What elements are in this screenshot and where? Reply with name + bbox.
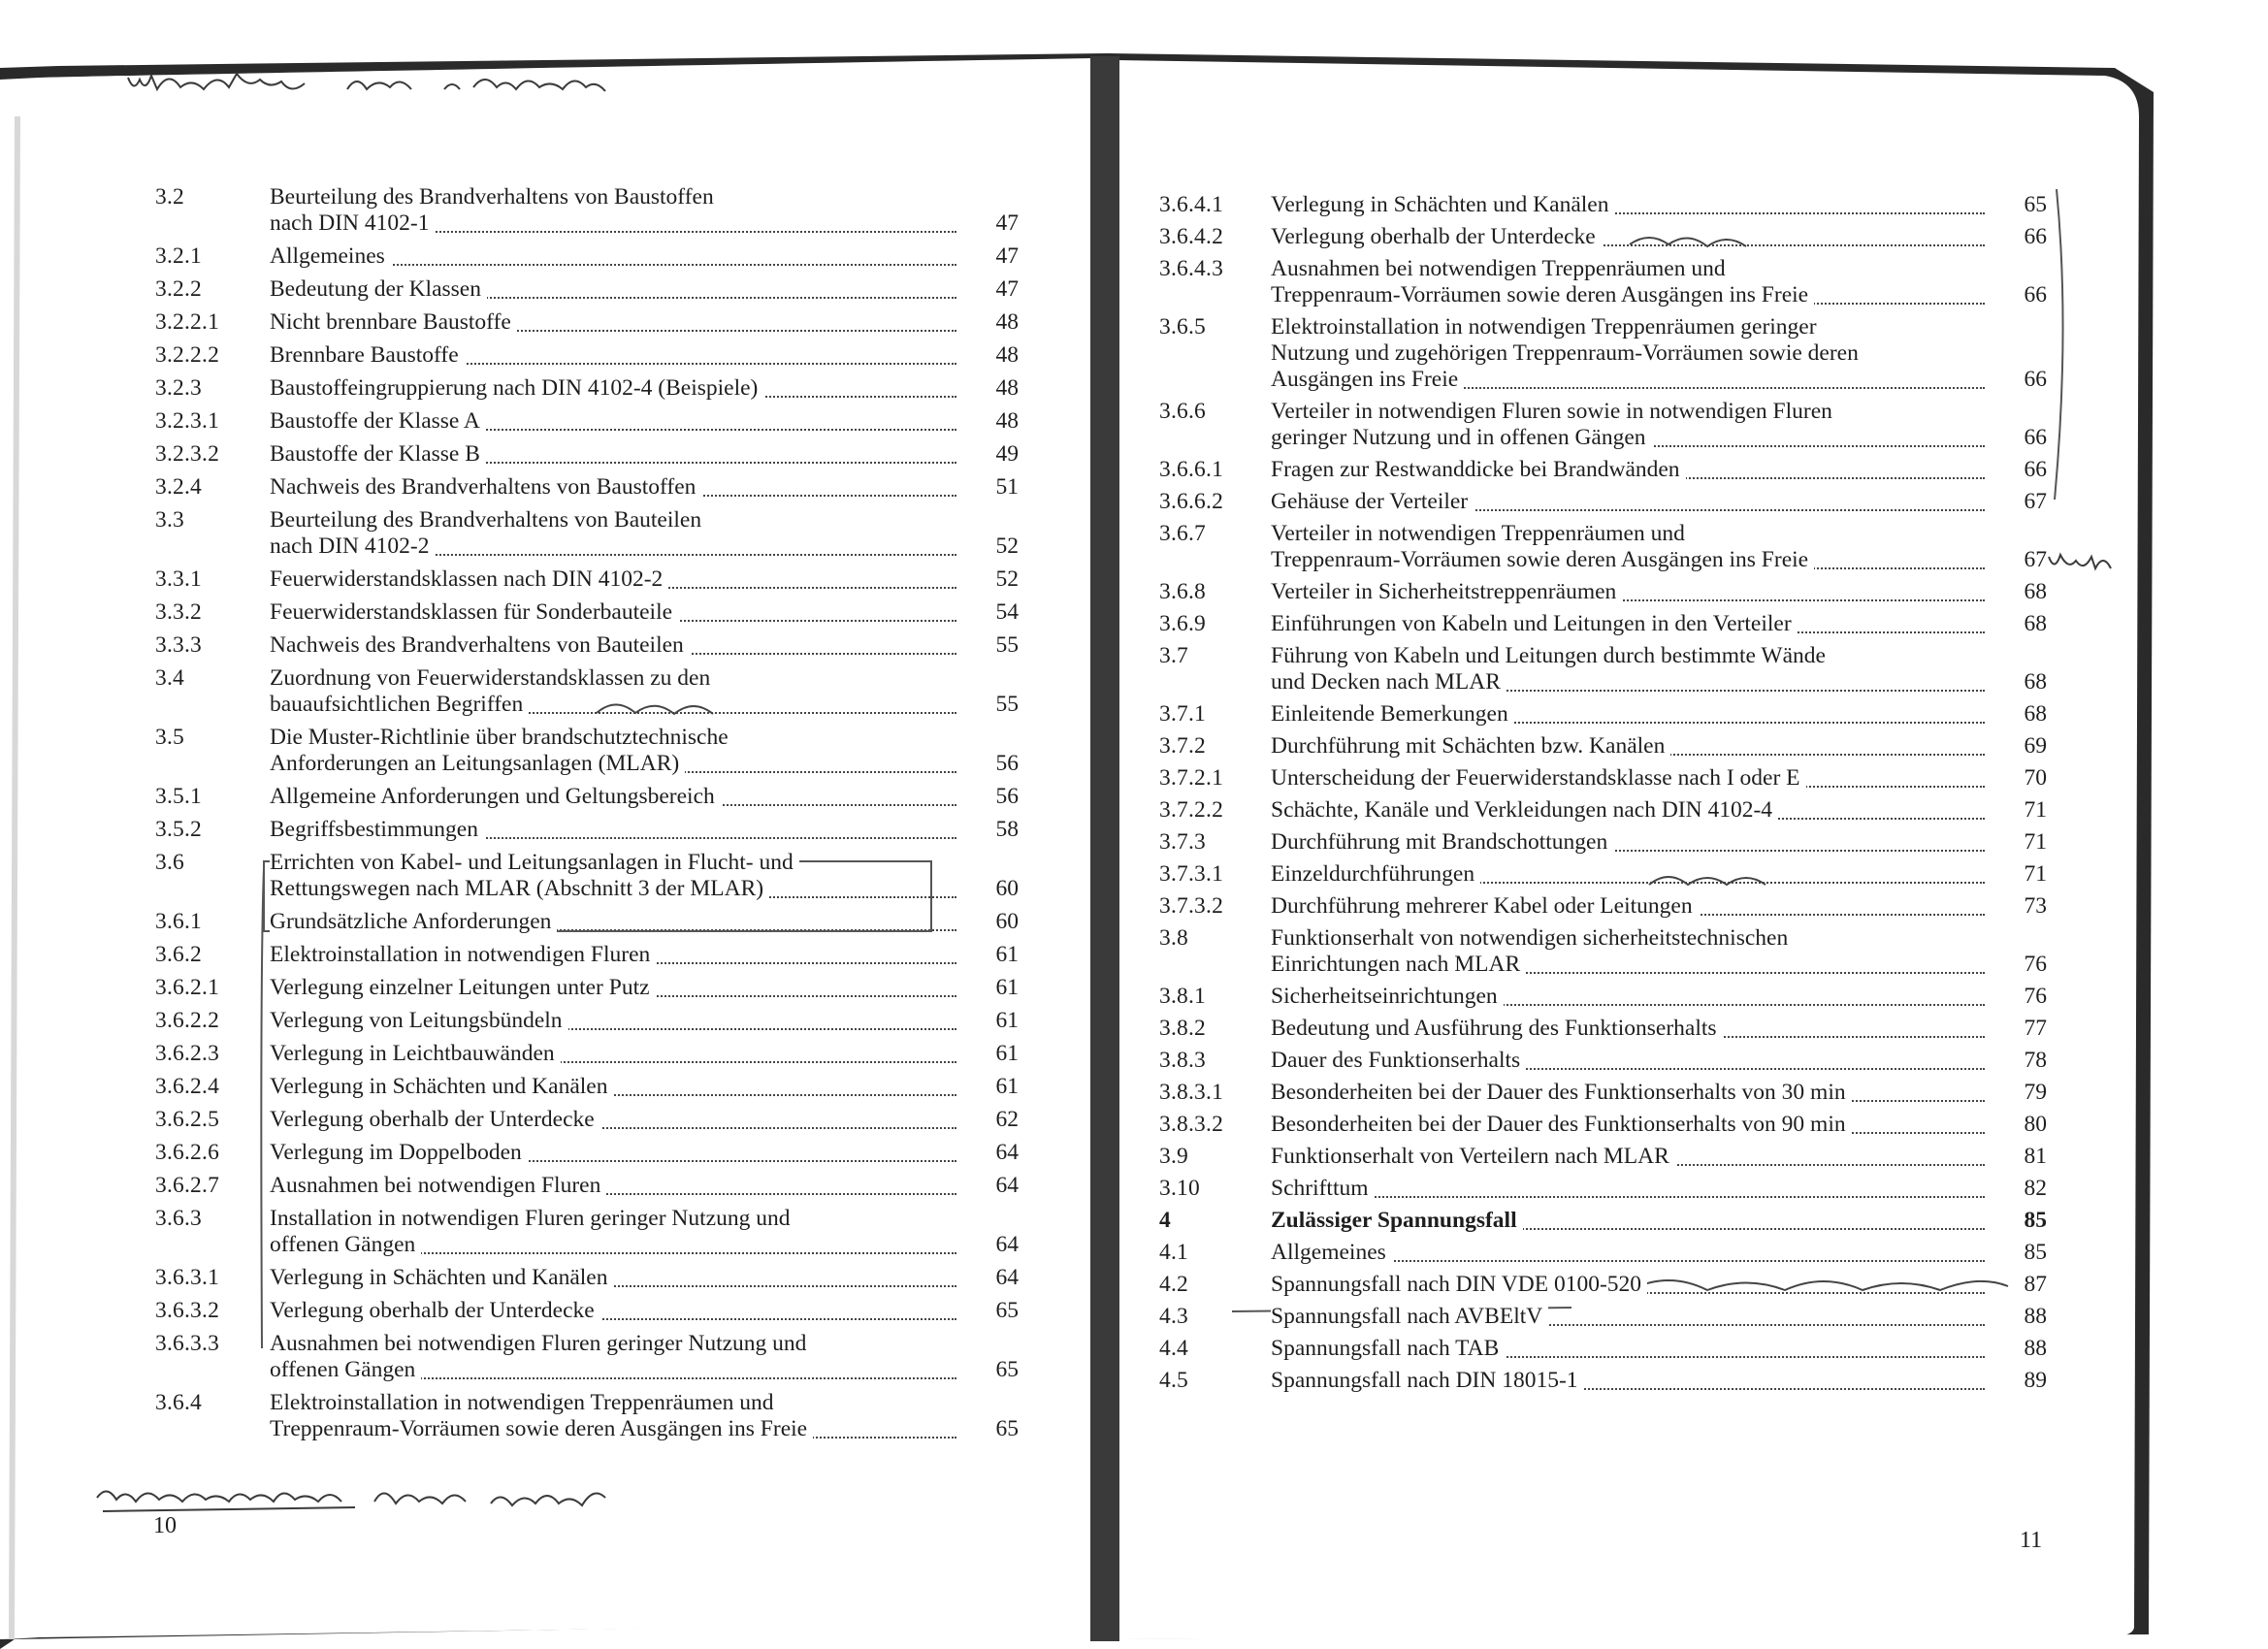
toc-entry-number: 3.8.3 <box>1159 1048 1206 1073</box>
toc-entry-page: 81 <box>2024 1144 2047 1169</box>
toc-entry-title-text: Sicherheitseinrichtungen <box>1271 984 1504 1009</box>
toc-entry-number: 3.6.2.1 <box>155 975 220 1000</box>
toc-entry-number: 3.8.3.1 <box>1159 1080 1224 1105</box>
toc-entry-title-text: Schrifttum <box>1271 1176 1375 1201</box>
toc-entry-page: 68 <box>2024 579 2047 604</box>
toc-entry-page: 56 <box>995 784 1019 809</box>
toc-entry-page: 61 <box>995 975 1019 1000</box>
pencil-bracket-left <box>261 868 264 1348</box>
toc-entry-title-text: Nicht brennbare Baustoffe <box>270 309 517 335</box>
toc-entry-number: 3.9 <box>1159 1144 1188 1169</box>
toc-entry-page: 61 <box>995 1074 1019 1099</box>
toc-entry-page: 64 <box>995 1265 1019 1290</box>
toc-entry-title-text: Zuordnung von Feuerwiderstandsklassen zu den <box>270 665 716 691</box>
toc-entry-title-text: Spannungsfall nach AVBEltV <box>1271 1304 1548 1329</box>
toc-entry-title-text: Einrichtungen nach MLAR <box>1271 952 1526 977</box>
toc-entry-page: 61 <box>995 942 1019 967</box>
toc-entry-page: 64 <box>995 1140 1019 1165</box>
toc-entry-number: 3.3.3 <box>155 632 202 658</box>
pencil-note-3-6-4-2 <box>1630 238 1746 246</box>
toc-entry-title-text: Allgemeines <box>1271 1240 1392 1265</box>
toc-entry-number: 3.6.6 <box>1159 399 1206 424</box>
toc-entry-number: 3.2.3.2 <box>155 441 220 467</box>
toc-entry-number: 3.7.3.2 <box>1159 893 1224 919</box>
toc-entry-number: 3.8.2 <box>1159 1016 1206 1041</box>
toc-entry-title-text: Einzeldurchführungen <box>1271 861 1480 887</box>
toc-entry-page: 66 <box>2024 282 2047 307</box>
toc-entry-page: 85 <box>2024 1208 2047 1233</box>
toc-entry-title-text: Treppenraum-Vorräumen sowie deren Ausgängen ins Freie <box>1271 547 1814 572</box>
toc-entry-number: 3.2.3.1 <box>155 408 220 434</box>
toc-entry-title-text: offenen Gängen <box>270 1232 421 1257</box>
toc-entry-title-text: Unterscheidung der Feuerwiderstandsklasse nach I oder E <box>1271 765 1806 791</box>
toc-entry-title-text: Gehäuse der Verteiler <box>1271 489 1474 514</box>
toc-entry-title-text: Elektroinstallation in notwendigen Fluren <box>270 942 656 967</box>
toc-entry-number: 4.2 <box>1159 1272 1188 1297</box>
toc-entry-page: 65 <box>995 1416 1019 1441</box>
toc-entry-title-text: Zulässiger Spannungsfall <box>1271 1208 1523 1233</box>
toc-entry-page: 68 <box>2024 669 2047 695</box>
toc-entry-title-text: Verlegung in Schächten und Kanälen <box>270 1265 613 1290</box>
toc-entry-page: 70 <box>2024 765 2047 791</box>
toc-entry-number: 3.6.8 <box>1159 579 1206 604</box>
toc-entry-number: 4.4 <box>1159 1336 1188 1361</box>
toc-entry-page: 62 <box>995 1107 1019 1132</box>
page-number-left: 10 <box>153 1513 177 1538</box>
toc-entry-title-text: Einführungen von Kabeln und Leitungen in den Verteiler <box>1271 611 1798 636</box>
toc-entry-number: 3.7.3 <box>1159 829 1206 855</box>
toc-entry-title-text: offenen Gängen <box>270 1357 421 1382</box>
toc-entry-title-text: Anforderungen an Leitungsanlagen (MLAR) <box>270 751 685 776</box>
toc-entry-title-text: Verlegung oberhalb der Unterdecke <box>270 1298 600 1323</box>
toc-entry-title-text: Verlegung oberhalb der Unterdecke <box>1271 224 1602 249</box>
toc-entry-number: 3.8 <box>1159 925 1188 951</box>
toc-entry-title-text: Treppenraum-Vorräumen sowie deren Ausgängen ins Freie <box>1271 282 1814 307</box>
toc-entry-title-text: Begriffsbestimmungen <box>270 817 484 842</box>
toc-entry-title-text: Verlegung in Leichtbauwänden <box>270 1041 561 1066</box>
toc-entry-page: 47 <box>995 276 1019 302</box>
toc-entry-title-text: Spannungsfall nach DIN VDE 0100-520 <box>1271 1272 1647 1297</box>
toc-entry-number: 3.6.6.2 <box>1159 489 1224 514</box>
toc-entry-page: 68 <box>2024 701 2047 727</box>
toc-entry-page: 54 <box>995 599 1019 625</box>
toc-entry-title-text: Ausnahmen bei notwendigen Fluren <box>270 1173 606 1198</box>
toc-entry-title-text: Schächte, Kanäle und Verkleidungen nach DIN 4102-4 <box>1271 797 1778 823</box>
toc-entry-page: 48 <box>995 375 1019 401</box>
toc-entry-title-text: Verlegung in Schächten und Kanälen <box>1271 192 1614 217</box>
toc-entry-number: 4.1 <box>1159 1240 1188 1265</box>
toc-entry-title-text: Fragen zur Restwanddicke bei Brandwänden <box>1271 457 1686 482</box>
toc-entry-title-text: Verlegung in Schächten und Kanälen <box>270 1074 613 1099</box>
toc-entry-page: 68 <box>2024 611 2047 636</box>
toc-entry-title-text: Funktionserhalt von Verteilern nach MLAR <box>1271 1144 1675 1169</box>
toc-entry-number: 3.2.2.2 <box>155 342 220 368</box>
toc-entry-number: 3.6.1 <box>155 909 202 934</box>
toc-entry-page: 64 <box>995 1232 1019 1257</box>
toc-entry-number: 3.6.4.1 <box>1159 192 1224 217</box>
toc-entry-title-text: Allgemeine Anforderungen und Geltungsbereich <box>270 784 721 809</box>
toc-entry-number: 3.2.2 <box>155 276 202 302</box>
toc-entry-page: 66 <box>2024 367 2047 392</box>
toc-entry-title-text: Verlegung oberhalb der Unterdecke <box>270 1107 600 1132</box>
toc-entry-number: 3.10 <box>1159 1176 1200 1201</box>
toc-entry-title-text: Nachweis des Brandverhaltens von Baustoffen <box>270 474 701 500</box>
toc-entry-title-text: Einleitende Bemerkungen <box>1271 701 1514 727</box>
toc-entry-number: 3.6.2.7 <box>155 1173 220 1198</box>
toc-entry-number: 3.6.2.4 <box>155 1074 220 1099</box>
toc-entry-title-text: Rettungswegen nach MLAR (Abschnitt 3 der MLAR) <box>270 876 769 901</box>
toc-entry-title-text: Feuerwiderstandsklassen nach DIN 4102-2 <box>270 566 668 592</box>
toc-entry-title-text: Verteiler in notwendigen Treppenräumen und <box>1271 521 1691 546</box>
toc-entry-page: 87 <box>2024 1272 2047 1297</box>
toc-entry-number: 3.6.6.1 <box>1159 457 1224 482</box>
toc-entry-number: 3.6.4.3 <box>1159 256 1224 281</box>
toc-entry-number: 3.2.4 <box>155 474 202 500</box>
toc-entry-number: 3.2.3 <box>155 375 202 401</box>
toc-entry-page: 55 <box>995 632 1019 658</box>
toc-entry-number: 4.3 <box>1159 1304 1188 1329</box>
toc-entry-title-text: Beurteilung des Brandverhaltens von Bauteilen <box>270 507 707 533</box>
page-number-right: 11 <box>2020 1528 2043 1553</box>
toc-entry-title-text: Die Muster-Richtlinie über brandschutztechnische <box>270 725 734 750</box>
toc-entry-number: 3.6.7 <box>1159 521 1206 546</box>
toc-entry-page: 47 <box>995 243 1019 269</box>
toc-entry-title-text: Beurteilung des Brandverhaltens von Baustoffen <box>270 184 720 210</box>
toc-entry-number: 3.7.1 <box>1159 701 1206 727</box>
toc-entry-number: 3.6.3 <box>155 1206 202 1231</box>
toc-entry-title-text: Ausnahmen bei notwendigen Treppenräumen und <box>1271 256 1732 281</box>
toc-entry-page: 64 <box>995 1173 1019 1198</box>
toc-entry-title-text: Bedeutung und Ausführung des Funktionserhalts <box>1271 1016 1723 1041</box>
toc-entry-page: 80 <box>2024 1112 2047 1137</box>
toc-entry-page: 51 <box>995 474 1019 500</box>
toc-entry-number: 3.6.3.1 <box>155 1265 220 1290</box>
toc-entry-title-text: Ausgängen ins Freie <box>1271 367 1464 392</box>
toc-entry-page: 65 <box>2024 192 2047 217</box>
toc-entry-number: 3.6.2.6 <box>155 1140 220 1165</box>
toc-entry-number: 3.5.2 <box>155 817 202 842</box>
toc-entry-number: 3.6.2.5 <box>155 1107 220 1132</box>
toc-entry-number: 3.5.1 <box>155 784 202 809</box>
toc-entry-number: 3.6.2.3 <box>155 1041 220 1066</box>
toc-entry-page: 52 <box>995 566 1019 592</box>
toc-entry-number: 3.6.3.2 <box>155 1298 220 1323</box>
toc-entry-number: 4.5 <box>1159 1368 1188 1393</box>
toc-entry-page: 82 <box>2024 1176 2047 1201</box>
toc-entry-page: 60 <box>995 909 1019 934</box>
toc-entry-title-text: Elektroinstallation in notwendigen Treppenräumen und <box>270 1390 780 1415</box>
toc-entry-title-text: Dauer des Funktionserhalts <box>1271 1048 1526 1073</box>
toc-entry-number: 3.6.3.3 <box>155 1331 220 1356</box>
toc-entry-title-text: geringer Nutzung und in offenen Gängen <box>1271 425 1652 450</box>
toc-entry-page: 71 <box>2024 797 2047 823</box>
toc-entry-page: 65 <box>995 1298 1019 1323</box>
toc-entry-title-text: Besonderheiten bei der Dauer des Funktionserhalts von 90 min <box>1271 1112 1852 1137</box>
toc-entry-number: 3.6.2.2 <box>155 1008 220 1033</box>
toc-entry-page: 89 <box>2024 1368 2047 1393</box>
toc-entry-number: 3.3.2 <box>155 599 202 625</box>
toc-entry-page: 55 <box>995 692 1019 717</box>
toc-entry-title-text: Allgemeines <box>270 243 391 269</box>
toc-entry-title-text: Durchführung mit Brandschottungen <box>1271 829 1613 855</box>
toc-entry-page: 52 <box>995 534 1019 559</box>
pencil-note-3-4 <box>597 705 713 715</box>
toc-entry-page: 71 <box>2024 829 2047 855</box>
toc-entry-title-text: Feuerwiderstandsklassen für Sonderbauteile <box>270 599 678 625</box>
toc-entry-title-text: und Decken nach MLAR <box>1271 669 1507 695</box>
toc-entry-title-text: Baustoffeingruppierung nach DIN 4102-4 (Beispiele) <box>270 375 763 401</box>
toc-entry-page: 76 <box>2024 952 2047 977</box>
toc-entry-title-text: Führung von Kabeln und Leitungen durch bestimmte Wände <box>1271 643 1831 668</box>
toc-entry-number: 3.8.3.2 <box>1159 1112 1224 1137</box>
toc-entry-number: 3.6.2 <box>155 942 202 967</box>
toc-entry-page: 49 <box>995 441 1019 467</box>
toc-entry-number: 3.7.2.2 <box>1159 797 1224 823</box>
toc-entry-title-text: Nachweis des Brandverhaltens von Bauteilen <box>270 632 690 658</box>
toc-entry-title-text: Brennbare Baustoffe <box>270 342 465 368</box>
toc-entry-page: 88 <box>2024 1336 2047 1361</box>
toc-entry-title-text: Verteiler in Sicherheitstreppenräumen <box>1271 579 1622 604</box>
toc-entry-number: 3.2.1 <box>155 243 202 269</box>
toc-entry-number: 3.3.1 <box>155 566 202 592</box>
toc-entry-title-text: Treppenraum-Vorräumen sowie deren Ausgängen ins Freie <box>270 1416 813 1441</box>
toc-entry-page: 60 <box>995 876 1019 901</box>
toc-entry-page: 85 <box>2024 1240 2047 1265</box>
toc-entry-page: 61 <box>995 1041 1019 1066</box>
toc-entry-number: 3.3 <box>155 507 184 533</box>
toc-entry-title-text: Errichten von Kabel- und Leitungsanlagen in Flucht- und <box>270 850 799 875</box>
toc-entry-title-text: Spannungsfall nach DIN 18015-1 <box>1271 1368 1584 1393</box>
toc-entry-title-text: Ausnahmen bei notwendigen Fluren geringer Nutzung und <box>270 1331 812 1356</box>
toc-entry-title-text: Verlegung im Doppelboden <box>270 1140 528 1165</box>
pencil-note-3-7-3 <box>1649 877 1766 885</box>
pencil-note-4 <box>1630 1280 2008 1290</box>
toc-entry-title-text: Grundsätzliche Anforderungen <box>270 909 557 934</box>
toc-entry-page: 76 <box>2024 984 2047 1009</box>
toc-entry-page: 78 <box>2024 1048 2047 1073</box>
toc-entry-number: 3.2.2.1 <box>155 309 220 335</box>
toc-entry-title-text: Verlegung von Leitungsbündeln <box>270 1008 568 1033</box>
toc-entry-page: 66 <box>2024 457 2047 482</box>
toc-entry-number: 3.6.4.2 <box>1159 224 1224 249</box>
toc-entry-title-text: Elektroinstallation in notwendigen Treppenräumen geringer <box>1271 314 1823 340</box>
toc-entry-number: 3.2 <box>155 184 184 210</box>
toc-entry-page: 71 <box>2024 861 2047 887</box>
toc-entry-page: 56 <box>995 751 1019 776</box>
toc-entry-page: 48 <box>995 309 1019 335</box>
toc-entry-title-text: Installation in notwendigen Fluren geringer Nutzung und <box>270 1206 795 1231</box>
toc-entry-title-text: nach DIN 4102-1 <box>270 210 435 236</box>
toc-entry-title-text: nach DIN 4102-2 <box>270 534 435 559</box>
toc-entry-page: 65 <box>995 1357 1019 1382</box>
toc-entry-number: 3.6.9 <box>1159 611 1206 636</box>
toc-entry-number: 3.6.4 <box>155 1390 202 1415</box>
pencil-bracket-right <box>2055 189 2063 500</box>
toc-entry-number: 3.7 <box>1159 643 1188 668</box>
toc-entry-number: 3.4 <box>155 665 184 691</box>
toc-entry-title-text: Durchführung mit Schächten bzw. Kanälen <box>1271 733 1670 759</box>
toc-entry-page: 88 <box>2024 1304 2047 1329</box>
toc-entry-title-text: Besonderheiten bei der Dauer des Funktionserhalts von 30 min <box>1271 1080 1852 1105</box>
toc-entry-number: 3.7.2.1 <box>1159 765 1224 791</box>
toc-entry-page: 73 <box>2024 893 2047 919</box>
toc-entry-page: 48 <box>995 408 1019 434</box>
toc-entry-page: 69 <box>2024 733 2047 759</box>
toc-entry-number: 3.6 <box>155 850 184 875</box>
toc-entry-page: 61 <box>995 1008 1019 1033</box>
toc-entry-page: 48 <box>995 342 1019 368</box>
toc-entry-title-text: Durchführung mehrerer Kabel oder Leitungen <box>1271 893 1699 919</box>
toc-entry-title-text: Baustoffe der Klasse B <box>270 441 486 467</box>
toc-entry-page: 47 <box>995 210 1019 236</box>
toc-entry-title-text: Verlegung einzelner Leitungen unter Putz <box>270 975 656 1000</box>
toc-entry-page: 67 <box>2024 489 2047 514</box>
toc-entry-page: 77 <box>2024 1016 2047 1041</box>
toc-entry-page: 67 <box>2024 547 2047 572</box>
toc-entry-page: 66 <box>2024 224 2047 249</box>
toc-entry-number: 3.6.5 <box>1159 314 1206 340</box>
toc-entry-number: 3.7.2 <box>1159 733 1206 759</box>
toc-entry-title-text: Bedeutung der Klassen <box>270 276 487 302</box>
toc-entry-number: 3.5 <box>155 725 184 750</box>
toc-entry-number: 4 <box>1159 1208 1171 1233</box>
toc-entry-title-text: bauaufsichtlichen Begriffen <box>270 692 529 717</box>
toc-entry-title-text: Verteiler in notwendigen Fluren sowie in notwendigen Fluren <box>1271 399 1838 424</box>
toc-entry-page: 79 <box>2024 1080 2047 1105</box>
toc-entry-page: 58 <box>995 817 1019 842</box>
toc-entry-title-text: Nutzung und zugehörigen Treppenraum-Vorräumen sowie deren <box>1271 340 1864 366</box>
toc-entry-title-text: Spannungsfall nach TAB <box>1271 1336 1505 1361</box>
toc-entry-title-text: Baustoffe der Klasse A <box>270 408 486 434</box>
toc-entry-number: 3.8.1 <box>1159 984 1206 1009</box>
toc-entry-number: 3.7.3.1 <box>1159 861 1224 887</box>
toc-entry-title-text: Funktionserhalt von notwendigen sicherheitstechnischen <box>1271 925 1794 951</box>
toc-entry-page: 66 <box>2024 425 2047 450</box>
